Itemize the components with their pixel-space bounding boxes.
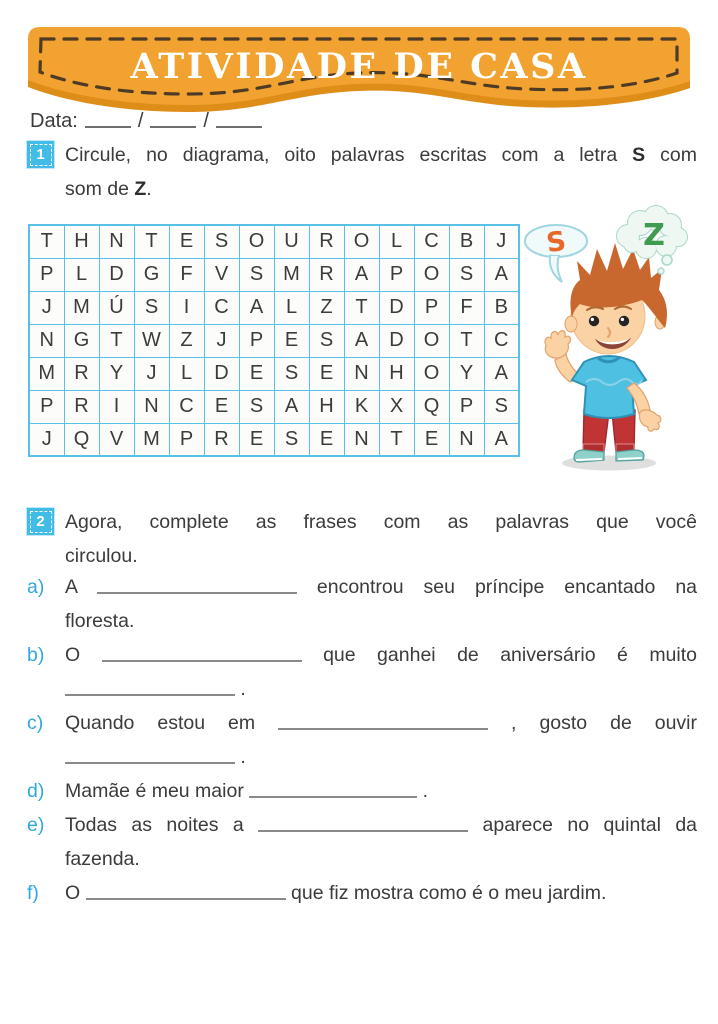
sentence-text: . [422, 780, 429, 802]
grid-cell[interactable]: S [309, 324, 344, 357]
eye-left [589, 316, 599, 326]
sentence-label: a) [27, 576, 45, 598]
date-year-field[interactable] [216, 113, 262, 128]
grid-cell[interactable]: S [274, 423, 309, 456]
question-2 [27, 505, 697, 573]
q1-text-part: som de [65, 178, 129, 200]
sentence-item [27, 638, 697, 706]
q1-text-part: . [146, 178, 152, 200]
grid-cell[interactable]: T [379, 423, 414, 456]
grid-cell[interactable]: N [29, 324, 64, 357]
sentence-item [27, 876, 697, 910]
open-hand-left [545, 331, 571, 358]
grid-cell[interactable]: V [204, 258, 239, 291]
sentence-text: Quando estou em [65, 712, 256, 734]
grid-row [29, 291, 519, 324]
grid-cell[interactable]: Q [414, 390, 449, 423]
sentence-line [65, 842, 697, 876]
grid-cell[interactable]: D [204, 357, 239, 390]
question-1 [27, 138, 697, 206]
sentence-line [65, 672, 697, 706]
grid-cell[interactable]: S [239, 258, 274, 291]
grid-cell[interactable]: C [169, 390, 204, 423]
sentence-text: Mamãe é meu maior [65, 780, 244, 802]
grid-cell[interactable]: E [274, 324, 309, 357]
fill-blank[interactable] [97, 579, 297, 594]
grid-row [29, 324, 519, 357]
grid-cell[interactable]: T [29, 225, 64, 258]
grid-cell[interactable]: N [344, 357, 379, 390]
grid-cell[interactable]: P [29, 390, 64, 423]
sentence-line [65, 604, 697, 638]
date-slash: / [137, 110, 144, 132]
grid-cell[interactable]: C [204, 291, 239, 324]
date-slash: / [203, 110, 209, 132]
sentence-text: O [65, 882, 81, 904]
grid-cell[interactable]: Z [169, 324, 204, 357]
sentence-content [65, 706, 697, 774]
wordsearch-grid [28, 224, 520, 457]
q1-letter-s: S [632, 144, 646, 166]
question-2-number-badge [27, 508, 54, 535]
fill-blank[interactable] [65, 681, 235, 696]
sentence-content [65, 808, 697, 876]
question-1-number: 1 [30, 144, 52, 166]
sentence-text: , [511, 712, 517, 734]
grid-cell[interactable]: N [134, 390, 169, 423]
grid-cell[interactable]: J [29, 423, 64, 456]
fill-blank[interactable] [278, 715, 488, 730]
grid-cell[interactable]: R [309, 258, 344, 291]
grid-cell[interactable]: M [134, 423, 169, 456]
fill-blank[interactable] [249, 783, 417, 798]
grid-cell[interactable]: D [379, 291, 414, 324]
grid-cell[interactable]: L [64, 258, 99, 291]
sentence-line [65, 740, 697, 774]
grid-cell[interactable]: A [344, 258, 379, 291]
grid-cell[interactable]: Y [449, 357, 484, 390]
banner-title: ATIVIDADE DE CASA [130, 46, 588, 87]
banner [24, 24, 694, 120]
sentence-line [65, 876, 697, 910]
grid-cell[interactable]: S [274, 357, 309, 390]
grid-cell[interactable]: P [379, 258, 414, 291]
grid-cell[interactable]: A [239, 291, 274, 324]
grid-row [29, 390, 519, 423]
sentence-line [65, 570, 697, 604]
grid-cell[interactable]: P [29, 258, 64, 291]
grid-cell[interactable]: O [344, 225, 379, 258]
sentence-line [65, 808, 697, 842]
grid-cell[interactable]: U [274, 225, 309, 258]
grid-cell[interactable]: E [169, 225, 204, 258]
grid-cell[interactable]: E [309, 357, 344, 390]
sentence-text: floresta. [65, 610, 135, 632]
grid-cell[interactable]: T [99, 324, 134, 357]
sentence-content [65, 774, 697, 808]
date-line [30, 110, 269, 133]
grid-cell[interactable]: K [344, 390, 379, 423]
grid-cell[interactable]: M [274, 258, 309, 291]
grid-cell[interactable]: E [414, 423, 449, 456]
grid-cell[interactable]: H [309, 390, 344, 423]
grid-cell[interactable]: P [169, 423, 204, 456]
grid-row [29, 258, 519, 291]
grid-cell[interactable]: T [344, 291, 379, 324]
grid-cell[interactable]: L [169, 357, 204, 390]
sentence-text: fazenda. [65, 848, 140, 870]
grid-cell[interactable]: O [414, 324, 449, 357]
thought-letter-z: Z [643, 218, 665, 253]
grid-cell[interactable]: B [449, 225, 484, 258]
grid-cell[interactable]: A [344, 324, 379, 357]
grid-cell[interactable]: E [239, 357, 274, 390]
sentence-text: que ganhei de aniversário é muito [323, 644, 697, 666]
grid-cell[interactable]: S [239, 390, 274, 423]
grid-cell[interactable]: E [204, 390, 239, 423]
sentence-text: encontrou seu príncipe encantado na [316, 576, 698, 598]
grid-cell[interactable]: R [64, 390, 99, 423]
grid-row [29, 357, 519, 390]
grid-cell[interactable]: G [64, 324, 99, 357]
speech-bubble [525, 225, 587, 282]
grid-cell[interactable]: I [99, 390, 134, 423]
boy-illustration [510, 200, 718, 480]
sentence-list [27, 570, 697, 910]
grid-cell[interactable]: G [134, 258, 169, 291]
fill-blank[interactable] [102, 647, 302, 662]
fill-blank[interactable] [258, 817, 468, 832]
sentence-item [27, 570, 697, 638]
grid-cell[interactable]: E [309, 423, 344, 456]
open-hand-right [639, 410, 660, 431]
grid-cell[interactable]: O [414, 357, 449, 390]
question-1-number-badge [27, 141, 54, 168]
grid-cell[interactable]: Q [64, 423, 99, 456]
sentence-item [27, 808, 697, 876]
sentence-line [65, 638, 697, 672]
grid-cell[interactable]: S [134, 291, 169, 324]
grid-cell[interactable]: W [134, 324, 169, 357]
sentence-text: A [65, 576, 77, 598]
sentence-text: . [240, 746, 246, 768]
grid-cell[interactable]: Ú [99, 291, 134, 324]
sentence-text: aparece no quintal da [482, 814, 698, 836]
date-day-field[interactable] [85, 113, 131, 128]
grid-cell[interactable]: Z [309, 291, 344, 324]
grid-cell[interactable]: R [309, 225, 344, 258]
grid-cell[interactable]: P [449, 390, 484, 423]
sentence-content [65, 876, 697, 910]
sentence-line [65, 706, 697, 740]
grid-cell[interactable]: N [449, 423, 484, 456]
question-2-number: 2 [30, 511, 52, 533]
sentence-line [65, 774, 697, 808]
grid-cell[interactable]: R [204, 423, 239, 456]
sentence-text: que fiz mostra como é o meu jardim. [291, 882, 607, 904]
sentence-label: e) [27, 814, 45, 836]
grid-cell[interactable]: D [379, 324, 414, 357]
grid-row [29, 423, 519, 456]
q1-text-part: com [660, 144, 697, 166]
grid-cell[interactable]: S [449, 258, 484, 291]
grid-cell[interactable]: A [484, 357, 519, 390]
eye-right [619, 316, 629, 326]
grid-cell[interactable]: N [344, 423, 379, 456]
sentence-item [27, 706, 697, 774]
q1-text-part: Circule, no diagrama, oito palavras escritas com a letra [65, 144, 618, 166]
speech-letter-s: S [544, 225, 568, 260]
grid-cell[interactable]: A [274, 390, 309, 423]
grid-row [29, 225, 519, 258]
grid-cell[interactable]: H [64, 225, 99, 258]
grid-cell[interactable]: O [239, 225, 274, 258]
grid-cell[interactable]: S [204, 225, 239, 258]
grid-cell[interactable]: X [379, 390, 414, 423]
grid-cell[interactable]: A [484, 258, 519, 291]
grid-cell[interactable]: J [29, 291, 64, 324]
sentence-text: Todas as noites a [65, 814, 244, 836]
grid-cell[interactable]: N [99, 225, 134, 258]
sentence-label: b) [27, 644, 45, 666]
sentence-text: gosto de ouvir [539, 712, 698, 734]
grid-cell[interactable]: F [449, 291, 484, 324]
q2-line2: circulou. [65, 545, 138, 567]
grid-cell[interactable]: I [169, 291, 204, 324]
fill-blank[interactable] [65, 749, 235, 764]
grid-cell[interactable]: M [64, 291, 99, 324]
question-1-text [65, 138, 697, 206]
question-2-text [65, 505, 697, 573]
sentence-text: . [240, 678, 246, 700]
grid-cell[interactable]: L [274, 291, 309, 324]
grid-cell[interactable]: T [134, 225, 169, 258]
grid-cell[interactable]: T [449, 324, 484, 357]
q2-line1: Agora, complete as frases com as palavras que você [65, 511, 697, 533]
grid-cell[interactable]: O [414, 258, 449, 291]
grid-cell[interactable]: H [379, 357, 414, 390]
grid-cell[interactable]: V [99, 423, 134, 456]
sentence-text: O [65, 644, 81, 666]
grid-cell[interactable]: C [414, 225, 449, 258]
sentence-label: f) [27, 882, 39, 904]
grid-cell[interactable]: S [484, 390, 519, 423]
wordsearch-grid-body [29, 225, 519, 456]
fill-blank[interactable] [86, 885, 286, 900]
sentence-label: c) [27, 712, 44, 734]
date-label: Data: [30, 110, 78, 132]
grid-cell[interactable]: L [379, 225, 414, 258]
grid-cell[interactable]: R [64, 357, 99, 390]
sentence-label: d) [27, 780, 45, 802]
grid-cell[interactable]: J [204, 324, 239, 357]
grid-cell[interactable]: E [239, 423, 274, 456]
grid-cell[interactable]: Y [99, 357, 134, 390]
grid-cell[interactable]: J [484, 225, 519, 258]
banner-shape [24, 24, 694, 120]
date-month-field[interactable] [150, 113, 196, 128]
grid-cell[interactable]: A [484, 423, 519, 456]
grid-cell[interactable]: M [29, 357, 64, 390]
grid-cell[interactable]: F [169, 258, 204, 291]
grid-cell[interactable]: J [134, 357, 169, 390]
sentence-item [27, 774, 697, 808]
grid-cell[interactable]: C [484, 324, 519, 357]
sentence-content [65, 570, 697, 638]
grid-cell[interactable]: D [99, 258, 134, 291]
sentence-content [65, 638, 697, 706]
grid-cell[interactable]: P [414, 291, 449, 324]
grid-cell[interactable]: B [484, 291, 519, 324]
q1-letter-z: Z [134, 178, 147, 200]
grid-cell[interactable]: P [239, 324, 274, 357]
